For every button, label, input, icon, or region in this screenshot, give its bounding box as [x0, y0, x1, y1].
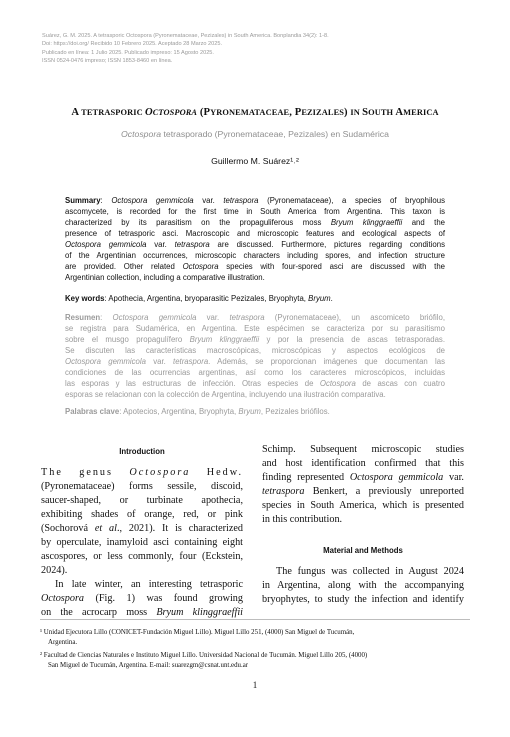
- summary-text: Bryum klinggraeffii: [330, 218, 403, 227]
- palabras-text: , Pezizales briófilos.: [260, 407, 330, 416]
- author-line: Guillermo M. Suárez¹˒²: [211, 156, 299, 166]
- summary-text: var.: [146, 240, 175, 249]
- summary-line: [65, 217, 445, 228]
- title-fragment: IN: [350, 108, 363, 117]
- paper-title: [40, 107, 470, 118]
- palabras-text: Bryum: [238, 407, 261, 416]
- resumen-text: de ascas con cuatro: [355, 379, 445, 388]
- resumen-label: Resumen: [65, 313, 101, 322]
- resumen-text: (Pyronemataceae), un ascomiceto briófilo,: [264, 313, 446, 322]
- title-fragment: YRONEMATACEAE: [210, 108, 290, 117]
- summary-line: Argentinian collection, including a comparative illustration.: [65, 273, 265, 282]
- body-text: Octospora: [129, 467, 191, 478]
- footnote-1: ¹ Unidad Ejecutora Lillo (CONICET-Fundación Miguel Lillo). Miguel Lillo 251, (4000) San Miguel de Tucumán,: [40, 629, 355, 636]
- footnote-2-cont: San Miguel de Tucumán, Argentina. E-mail: suarezgm@csnat.unt.edu.ar: [48, 662, 249, 669]
- body-text: Hedw.: [190, 467, 244, 478]
- methods-heading: Material and Methods: [323, 546, 403, 555]
- spanish-title: [40, 129, 470, 139]
- summary-text: tetraspora: [174, 240, 210, 249]
- keywords-text: .: [330, 294, 333, 303]
- summary-text: characterized by its parasitism on the propaguliferous moss: [65, 218, 331, 227]
- body-text: Bryum klinggraeffii: [156, 607, 244, 618]
- resumen-line: condiciones de las ocurrencias argentinas, así como los caracteres microscópicos, incluidas: [65, 368, 445, 377]
- body-text: var.: [443, 472, 464, 483]
- citation-line: Suárez, G. M. 2025. A tetrasporic Octospora (Pyronemataceae, Pezizales) in South America. Bonplandia 34(2): 1-8.: [42, 33, 329, 39]
- body-text: ., 2021). It is characterized: [116, 523, 244, 534]
- palabras-clave-line: [65, 406, 445, 417]
- title-fragment: A: [71, 107, 80, 118]
- resumen-text: Octospora: [319, 379, 356, 388]
- page-number: 1: [252, 680, 258, 690]
- body-line: species in South America, which is presented: [262, 500, 464, 511]
- footnote-divider: [40, 619, 470, 620]
- resumen-text: . Además, se proporcionan imágenes que documentan las: [208, 357, 445, 366]
- resumen-line: [65, 334, 445, 345]
- resumen-text: var.: [145, 357, 174, 366]
- body-line: 2024).: [41, 565, 68, 576]
- body-text: Octospora: [41, 593, 85, 604]
- doi-line: Doi: https://doi.org/ Recibido 10 Febrero 2025. Aceptado 28 Marzo 2025.: [42, 41, 223, 48]
- title-fragment: EZIZALES: [301, 108, 345, 117]
- body-text: tetraspora: [262, 486, 305, 497]
- title-fragment: CTOSPORA: [152, 108, 198, 117]
- body-line: (Pyronemataceae) forms sessile, discoid,: [41, 481, 243, 492]
- body-line: saucer-shaped, or turbinate apothecia,: [41, 495, 243, 506]
- body-text: on the acrocarp moss: [41, 607, 157, 618]
- summary-line: [65, 195, 445, 206]
- citation-header: [42, 32, 482, 65]
- resumen-text: Octospora gemmicola: [112, 313, 197, 322]
- resumen-text: Octospora gemmicola: [65, 357, 146, 366]
- summary-label: Summary: [65, 196, 101, 205]
- resumen-text: sobre el musgo propagulífero: [65, 335, 190, 344]
- title-fragment: MERICA: [403, 108, 439, 117]
- body-text: finding represented: [262, 472, 350, 483]
- summary-text: and the: [402, 218, 445, 227]
- title-fragment: A: [395, 107, 404, 118]
- summary-line: [65, 239, 445, 250]
- published-line: Publicado en línea: 1 Julio 2025. Publicado impreso: 15 Agosto 2025.: [42, 49, 214, 56]
- body-line: [41, 592, 243, 606]
- title-fragment: O: [144, 107, 153, 118]
- body-text: Benkert, a previously unreported: [304, 486, 464, 497]
- body-text: Octospora gemmicola: [349, 472, 444, 483]
- summary-text: species with four-spored asci are discussed with the: [218, 262, 445, 271]
- resumen-text: tetraspora: [229, 313, 265, 322]
- body-line: Schimp. Subsequent microscopic studies: [262, 444, 464, 455]
- summary-text: are provided. Other related: [65, 262, 183, 271]
- keywords-label: Key words: [65, 294, 105, 303]
- summary-text: Octospora gemmicola: [65, 240, 147, 249]
- body-line: bryophytes, to study the infection and identify: [262, 594, 464, 605]
- resumen-line: se registra para Sudamérica, en Argentina. Este espécimen se caracteriza por su parasitismo: [65, 324, 445, 333]
- footnote-1-cont: Argentina.: [48, 639, 78, 646]
- title-fragment: (P: [197, 107, 211, 118]
- body-line: ascospores, or less commonly, four (Eckstein,: [41, 551, 243, 562]
- summary-text: Octospora gemmicola: [111, 196, 194, 205]
- title-fragment: OUTH: [368, 108, 396, 117]
- body-line: by operculate, inamyloid asci containing eight: [41, 537, 243, 548]
- spanish-title-genus: Octospora: [120, 129, 162, 139]
- body-line: [41, 522, 243, 536]
- issn-line: ISSN 0524-0476 impreso; ISSN 1853-8460 en línea.: [42, 57, 173, 64]
- spanish-title-rest: tetrasporado (Pyronemataceae, Pezizales) en Sudamérica: [161, 129, 389, 139]
- resumen-text: :: [100, 313, 113, 322]
- resumen-text: las esporas y las estructuras de infección. Otras especies de: [65, 379, 320, 388]
- resumen-text: y por la presencia de ascas tetrasporadas.: [259, 335, 446, 344]
- body-line: [262, 485, 464, 499]
- summary-text: are discussed. Furthermore, pictures regarding conditions: [209, 240, 445, 249]
- title-fragment: S: [362, 107, 369, 118]
- footnote-2: ² Facultad de Ciencias Naturales e Instituto Miguel Lillo. Universidad Nacional de Tucumán. Miguel Lillo 205, (4000): [40, 652, 368, 659]
- body-line: [41, 606, 243, 620]
- body-line: in Argentina, along with the accompanying: [262, 580, 464, 591]
- summary-text: Octospora: [182, 262, 219, 271]
- keywords-text: : Apothecia, Argentina, bryoparasitic Pezizales, Bryophyta,: [104, 294, 309, 303]
- body-line: [41, 466, 243, 480]
- palabras-text: : Apotecios, Argentina, Bryophyta,: [119, 407, 239, 416]
- title-fragment: ): [344, 107, 351, 118]
- title-fragment: , P: [289, 107, 302, 118]
- body-line: [262, 471, 464, 485]
- summary-line: of the Argentinian occurrences, microscopic characters including spores, and infection structure: [65, 251, 445, 260]
- resumen-line: [65, 356, 445, 367]
- introduction-heading: Introduction: [119, 447, 165, 456]
- resumen-line: esporas se relacionan con la colección de Argentina, incluyendo una ilustración comparativa.: [65, 390, 386, 399]
- body-line: In late winter, an interesting tetrasporic: [55, 579, 243, 590]
- resumen-text: var.: [196, 313, 230, 322]
- body-text: (Fig. 1) was found growing: [84, 593, 243, 604]
- keywords-text: Bryum: [308, 294, 331, 303]
- resumen-text: Bryum klinggraeffii: [189, 335, 260, 344]
- body-text: (Sochorová: [41, 523, 95, 534]
- keywords-line: [65, 293, 445, 304]
- body-text: The genus: [41, 467, 130, 478]
- summary-line: ascomycete, is recorded for the first time in South America from Argentina. This taxon is: [65, 207, 445, 216]
- body-text: et al: [94, 523, 117, 534]
- resumen-line: [65, 378, 445, 389]
- summary-text: :: [100, 196, 112, 205]
- summary-text: tetraspora: [223, 196, 259, 205]
- resumen-line: Se discuten las características macroscópicas, microscópicas y aspectos ecológicos de: [65, 346, 445, 355]
- summary-line: presence of tetrasporic asci. Macroscopic and microscopic features and ecological aspects of: [65, 229, 445, 238]
- summary-text: var.: [193, 196, 224, 205]
- palabras-clave-label: Palabras clave: [65, 407, 120, 416]
- body-line: and host identification confirmed that this: [262, 458, 464, 469]
- summary-text: (Pyronemataceae), a species of bryophilous: [258, 196, 445, 205]
- body-line: in this contribution.: [262, 514, 343, 525]
- title-fragment: TETRASPORIC: [79, 108, 145, 117]
- body-line: exhibiting shades of orange, red, or pink: [41, 509, 243, 520]
- resumen-line: [65, 312, 445, 323]
- resumen-text: tetraspora: [173, 357, 209, 366]
- summary-line: [65, 261, 445, 272]
- body-line: The fungus was collected in August 2024: [276, 566, 464, 577]
